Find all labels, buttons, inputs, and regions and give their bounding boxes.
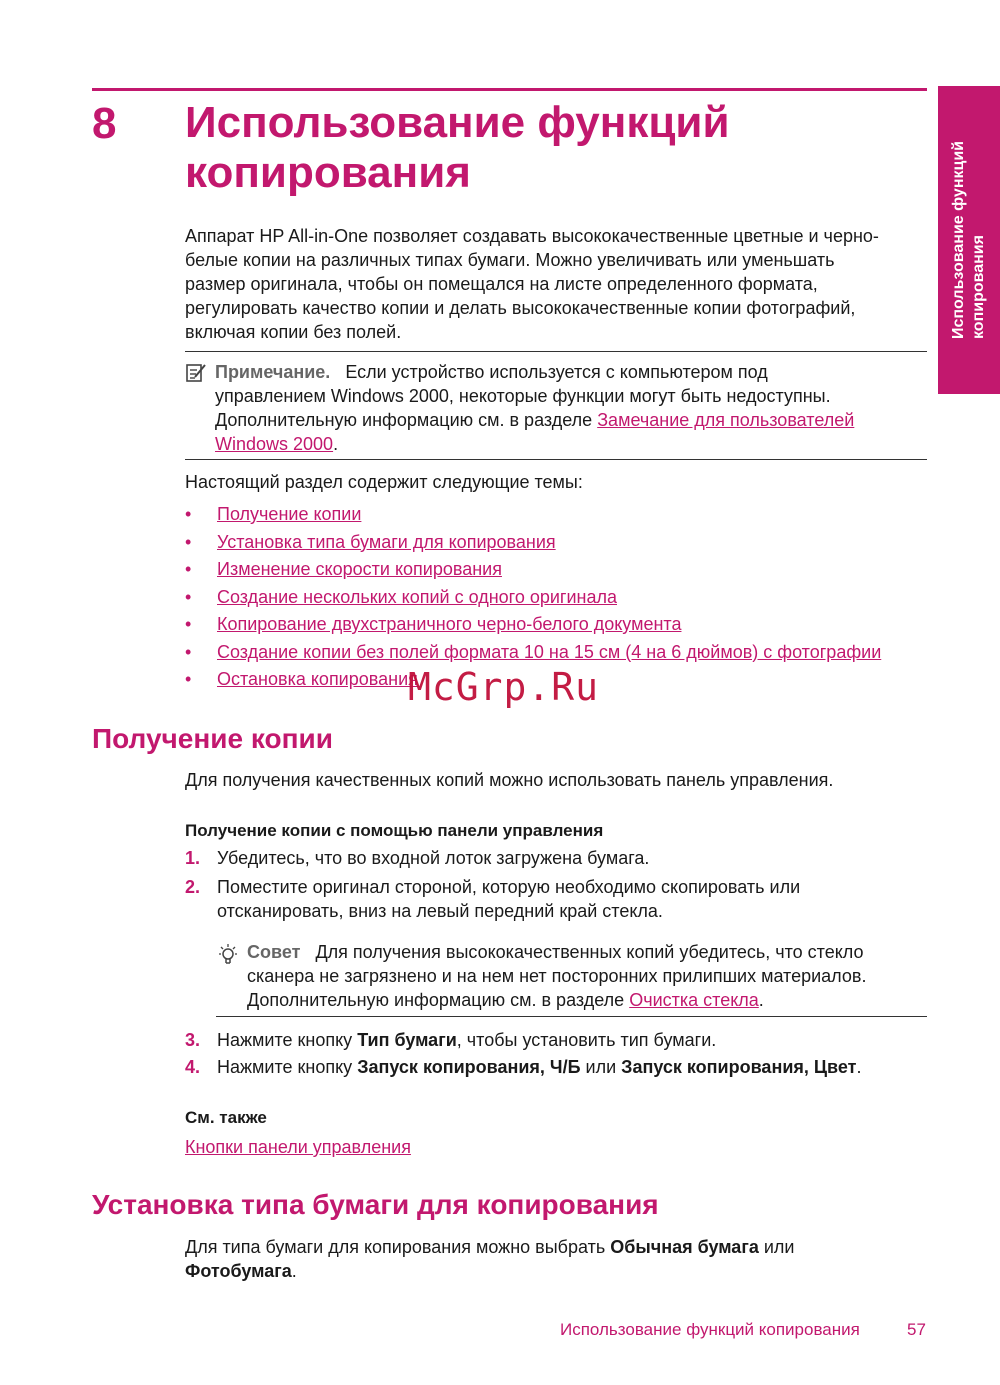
step-4	[185, 1055, 945, 1079]
side-tab-label	[949, 141, 989, 339]
step-text: Убедитесь, что во входной лоток загружена бумага.	[217, 848, 650, 868]
bullet-icon: •	[185, 559, 192, 579]
tip-text	[247, 940, 937, 1012]
note-label: Примечание.	[215, 362, 331, 382]
topics-intro: Настоящий раздел содержит следующие темы:	[185, 472, 583, 492]
chapter-title-line2: копирования	[185, 148, 471, 197]
note-line2: управлением Windows 2000, некоторые функции могут быть недоступны.	[215, 386, 831, 406]
topic-link[interactable]: Изменение скорости копирования	[217, 559, 502, 579]
step-text: Нажмите кнопку	[217, 1030, 353, 1050]
list-item	[185, 640, 945, 668]
section1-intro: Для получения качественных копий можно использовать панель управления.	[185, 770, 834, 790]
step-text: отсканировать, вниз на левый передний край стекла.	[217, 901, 663, 921]
step-number: 4.	[185, 1057, 201, 1077]
topic-link[interactable]: Создание копии без полей формата 10 на 15 см (4 на 6 дюймов) с фотографии	[217, 641, 882, 662]
step-1	[185, 846, 905, 870]
option-name: Обычная бумага	[610, 1237, 759, 1257]
procedure-title: Получение копии с помощью панели управления	[185, 821, 604, 840]
note-top-rule	[185, 351, 927, 352]
topic-link[interactable]: Создание нескольких копий с одного оригинала	[217, 586, 617, 607]
note-icon	[185, 362, 207, 384]
list-item	[185, 585, 945, 613]
intro-line: Аппарат HP All-in-One позволяет создавать высококачественные цветные и черно-	[185, 226, 879, 246]
topic-link[interactable]: Копирование двухстраничного черно-белого документа	[217, 614, 682, 634]
footer-title: Использование функций копирования	[560, 1320, 860, 1339]
intro-line: регулировать качество копии и делать высококачественные копии фотографий,	[185, 298, 856, 318]
step-text: .	[856, 1057, 862, 1077]
step-text: Поместите оригинал стороной, которую необходимо скопировать или	[217, 877, 801, 897]
note-suffix: .	[333, 434, 339, 454]
list-item	[185, 557, 945, 585]
chapter-number: 8	[92, 99, 117, 148]
bullet-icon: •	[185, 641, 192, 662]
section2-text: .	[291, 1261, 297, 1281]
step-text: , чтобы установить тип бумаги.	[456, 1030, 717, 1050]
bullet-icon: •	[185, 531, 192, 552]
page-number: 57	[907, 1320, 926, 1339]
list-item	[185, 530, 945, 558]
tip-label: Совет	[247, 942, 301, 962]
bullet-icon: •	[185, 586, 192, 607]
topic-link[interactable]: Получение копии	[217, 504, 362, 524]
note-link-cont[interactable]: Windows 2000	[215, 434, 334, 454]
button-name: Запуск копирования, Цвет	[621, 1057, 857, 1077]
section1-heading: Получение копии	[92, 723, 333, 754]
chapter-title-line1: Использование функций	[185, 98, 730, 147]
top-rule	[92, 88, 927, 91]
see-also-link[interactable]: Кнопки панели управления	[185, 1137, 411, 1157]
topic-link[interactable]: Остановка копирования	[217, 669, 418, 689]
list-item	[185, 502, 945, 530]
note-line3: Дополнительную информацию см. в разделе	[215, 410, 593, 430]
note-bottom-rule	[185, 459, 927, 460]
see-also-title: См. также	[185, 1108, 267, 1127]
bullet-icon: •	[185, 504, 192, 524]
section2-text: или	[763, 1237, 795, 1257]
chapter-title	[185, 98, 885, 198]
lightbulb-icon	[216, 943, 240, 967]
option-name: Фотобумага	[185, 1261, 292, 1281]
intro-line: размер оригинала, чтобы он помещался на листе определенного формата,	[185, 274, 818, 294]
bullet-icon: •	[185, 614, 192, 634]
step-2	[185, 875, 905, 923]
button-name: Запуск копирования, Ч/Б	[357, 1057, 581, 1077]
watermark: McGrp.Ru	[408, 665, 600, 709]
step-number: 1.	[185, 848, 201, 868]
bullet-icon: •	[185, 669, 192, 689]
tip-suffix: .	[758, 990, 764, 1010]
step-text: Нажмите кнопку	[217, 1057, 353, 1077]
button-name: Тип бумаги	[357, 1030, 457, 1050]
list-item	[185, 612, 945, 640]
section2-text: Для типа бумаги для копирования можно выбрать	[185, 1237, 606, 1257]
section2-paragraph	[185, 1235, 930, 1283]
intro-line: включая копии без полей.	[185, 322, 402, 342]
side-tab-line2: копирования	[970, 235, 987, 339]
step-3	[185, 1028, 905, 1052]
intro-line: белые копии на различных типах бумаги. Можно увеличивать или уменьшать	[185, 250, 835, 270]
intro-paragraph	[185, 224, 930, 344]
note-link[interactable]: Замечание для пользователей	[597, 410, 855, 430]
step-number: 2.	[185, 877, 201, 897]
side-tab-line1: Использование функций	[950, 141, 967, 339]
tip-line2: сканера не загрязнено и на нем нет посторонних прилипших материалов.	[247, 966, 867, 986]
tip-link[interactable]: Очистка стекла	[629, 990, 759, 1010]
section2-heading: Установка типа бумаги для копирования	[92, 1189, 659, 1220]
tip-bottom-rule	[216, 1016, 927, 1017]
tip-line1: Для получения высококачественных копий убедитесь, что стекло	[315, 942, 864, 962]
note-text	[215, 360, 935, 456]
step-number: 3.	[185, 1030, 201, 1050]
tip-line3: Дополнительную информацию см. в разделе	[247, 990, 625, 1010]
topic-link[interactable]: Установка типа бумаги для копирования	[217, 531, 556, 552]
side-tab	[938, 86, 1000, 394]
step-text: или	[585, 1057, 617, 1077]
note-line1: Если устройство используется с компьютером под	[345, 362, 768, 382]
